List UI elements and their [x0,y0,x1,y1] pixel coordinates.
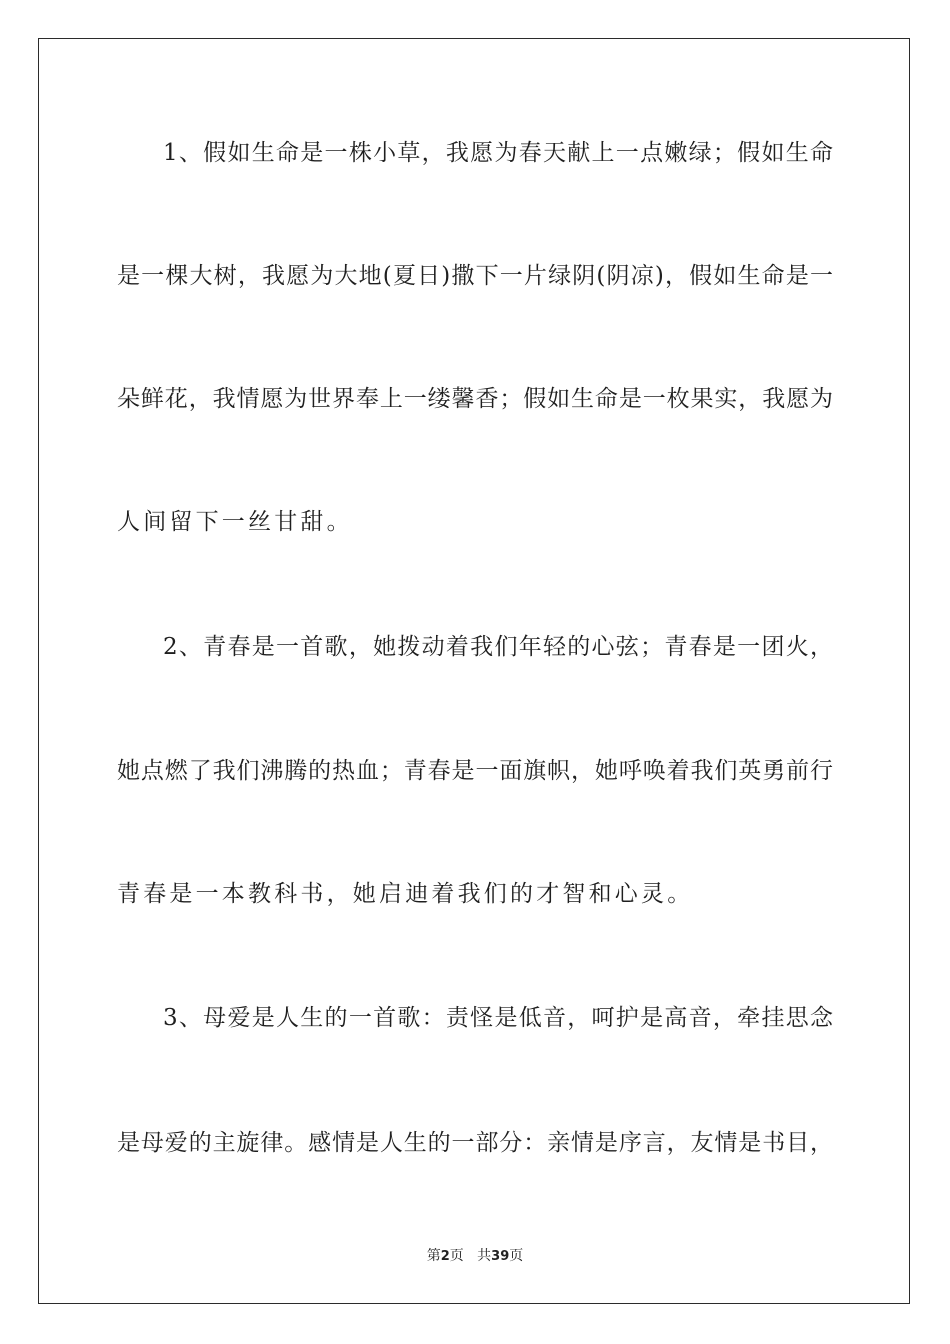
footer-total-pages: 39 [491,1249,510,1264]
footer-page-number: 2 [440,1249,450,1264]
paragraph-2-line-3: 青春是一本教科书，她启迪着我们的才智和心灵。 [117,881,694,907]
paragraph-1-line-2: 是一棵大树，我愿为大地(夏日)撒下一片绿阴(阴凉)，假如生命是一 [117,263,833,289]
paragraph-3-line-2: 是母爱的主旋律。感情是人生的一部分：亲情是序言，友情是书目， [117,1130,833,1156]
footer-total-suffix: 页 [509,1248,524,1264]
paragraph-1-line-3: 朵鲜花，我情愿为世界奉上一缕馨香；假如生命是一枚果实，我愿为 [117,386,833,412]
paragraph-3-line-1: 3、母爱是人生的一首歌：责怪是低音，呵护是高音，牵挂思念 [163,1005,833,1031]
paragraph-1-line-4: 人间留下一丝甘甜。 [117,509,353,535]
footer-total-prefix: 共 [477,1248,492,1264]
paragraph-2-line-1: 2、青春是一首歌，她拨动着我们年轻的心弦；青春是一团火， [163,634,833,660]
footer-page-suffix: 页 [449,1248,464,1264]
footer-page-prefix: 第 [426,1248,441,1264]
page-border [38,38,910,1304]
page-footer [0,1245,950,1265]
paragraph-2-line-2: 她点燃了我们沸腾的热血；青春是一面旗帜，她呼唤着我们英勇前行 [117,758,833,784]
paragraph-1-line-1: 1、假如生命是一株小草，我愿为春天献上一点嫩绿；假如生命 [163,140,833,166]
